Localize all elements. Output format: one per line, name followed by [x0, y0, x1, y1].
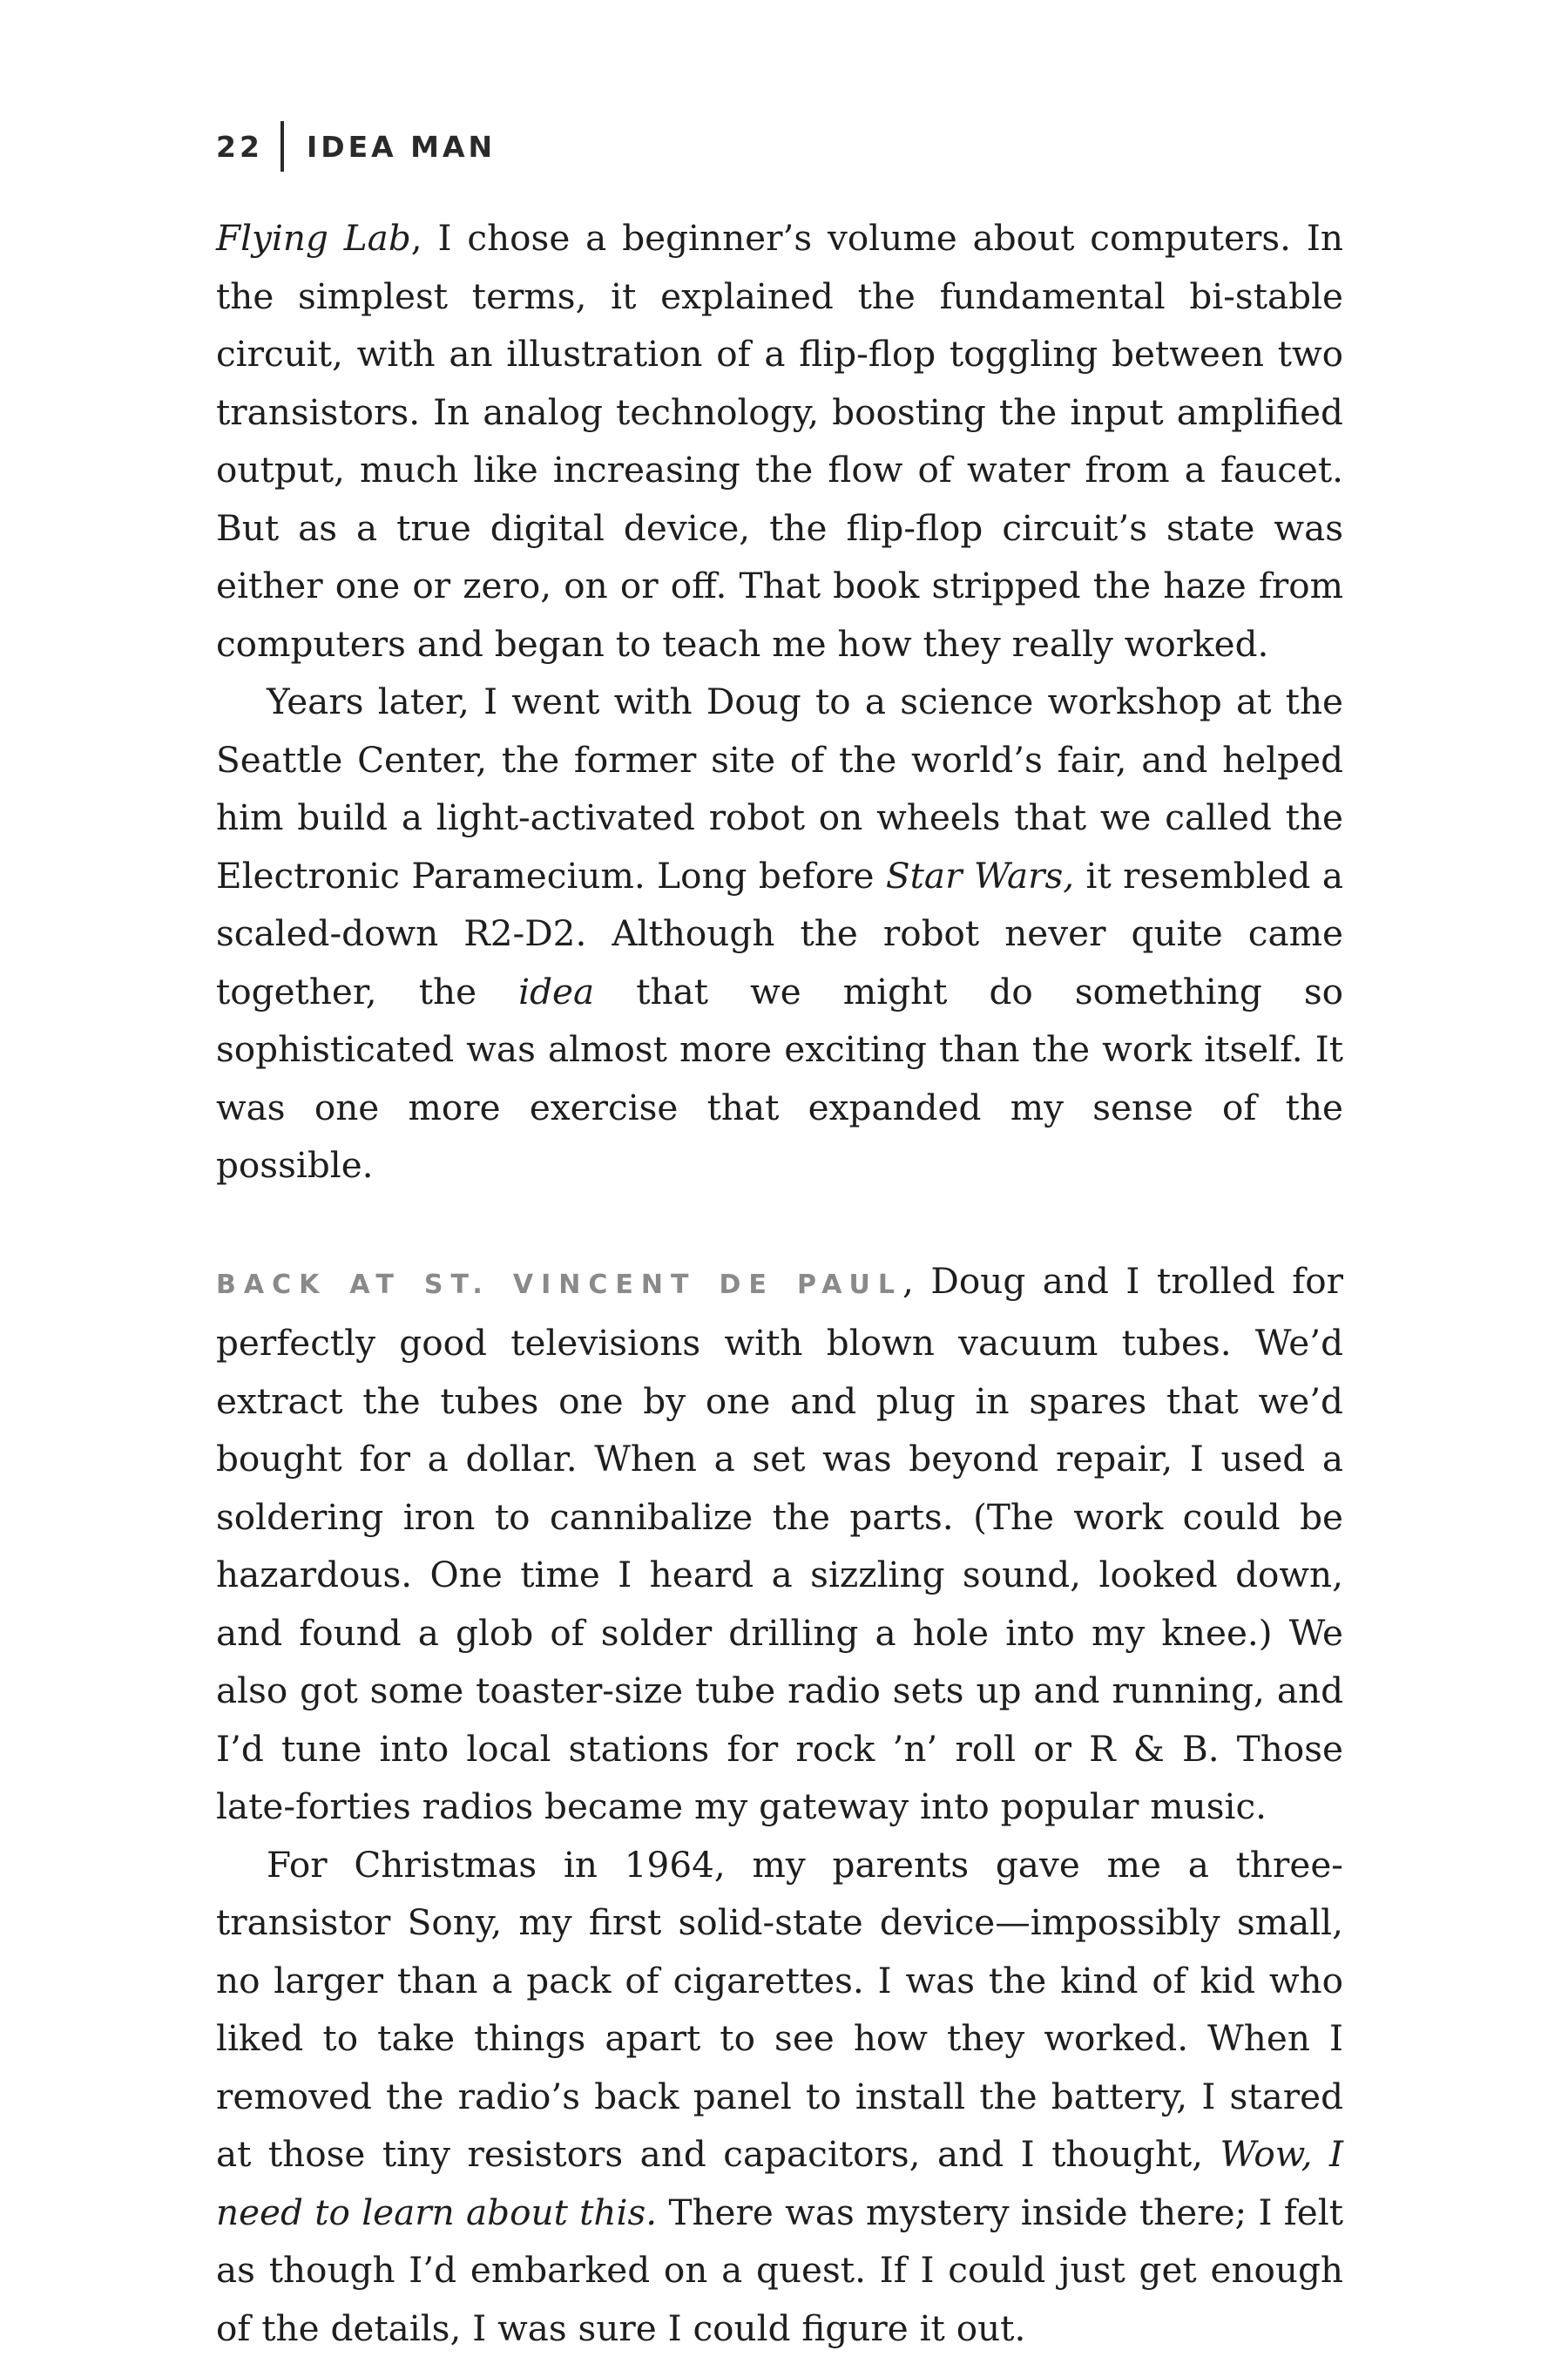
section-lead-in: BACK AT ST. VINCENT DE PAUL — [216, 1270, 902, 1300]
paragraph-text: Years later, I went with Doug to a science workshop at the Seattle Center, the former site of the world’s fair, and helped him build a light-activated robot on wheels that we called the Electronic Paramecium. Long before — [216, 681, 1343, 897]
paragraph-text: , Doug and I trolled for perfectly good televisions with blown vacuum tubes. We’d extract the tubes one by one and plug in spares that we’d bought for a dollar. When a set was beyond repair, I used a soldering iron to cannibalize the parts. (The work could be hazardous. One time I heard a sizzling sound, looked down, and found a glob of solder drilling a hole into my knee.) We also got some toaster-size tube radio sets up and running, and I’d tune into local stations for rock ’n’ roll or R & B. Those late-forties radios became my gateway into popular music. — [216, 1260, 1343, 1828]
page-number: 22 — [216, 130, 263, 164]
paragraph-text: , I chose a beginner’s volume about computers. In the simplest terms, it explained the fundamental bi-stable circuit, with an illustration of a flip-flop toggling between two transistors. In analog technology, boosting the input amplified output, much like increasing the flow of water from a faucet. But as a true digital device, the flip-flop circuit’s state was either one or zero, on or off. That book stripped the haze from computers and began to teach me how they really worked. — [216, 217, 1343, 665]
header-divider — [280, 121, 284, 172]
body-text — [216, 209, 1343, 2357]
paragraph-1 — [216, 209, 1343, 673]
running-head — [216, 120, 496, 173]
paragraph-text: There was mystery inside there; I felt as though I’d embarked on a quest. If I could just get enough of the details, I was sure I could figure it out. — [216, 2191, 1343, 2349]
book-title: IDEA MAN — [307, 130, 496, 164]
book-page — [216, 0, 1343, 2353]
italic-title: Star Wars, — [886, 855, 1074, 897]
italic-thought: Wow, I need to learn about this. — [216, 2133, 1343, 2233]
paragraph-text: it resembled a scaled-down R2-D2. Although the robot never quite came together, the — [216, 855, 1343, 1013]
paragraph-4 — [216, 1836, 1343, 2357]
italic-title: Flying Lab — [216, 217, 411, 259]
paragraph-3 — [216, 1252, 1343, 1836]
paragraph-text: that we might do something so sophisticated was almost more exciting than the work itself. It was one more exercise that expanded my sense of the possible. — [216, 971, 1343, 1187]
italic-emphasis: idea — [518, 971, 594, 1013]
paragraph-text: For Christmas in 1964, my parents gave me a three-transistor Sony, my first solid-state device—impossibly small, no larger than a pack of cigarettes. I was the kind of kid who liked to take things apart to see how they worked. When I removed the radio’s back panel to install the battery, I stared at those tiny resistors and capacitors, and I thought, — [216, 1844, 1343, 2176]
paragraph-2 — [216, 673, 1343, 1195]
